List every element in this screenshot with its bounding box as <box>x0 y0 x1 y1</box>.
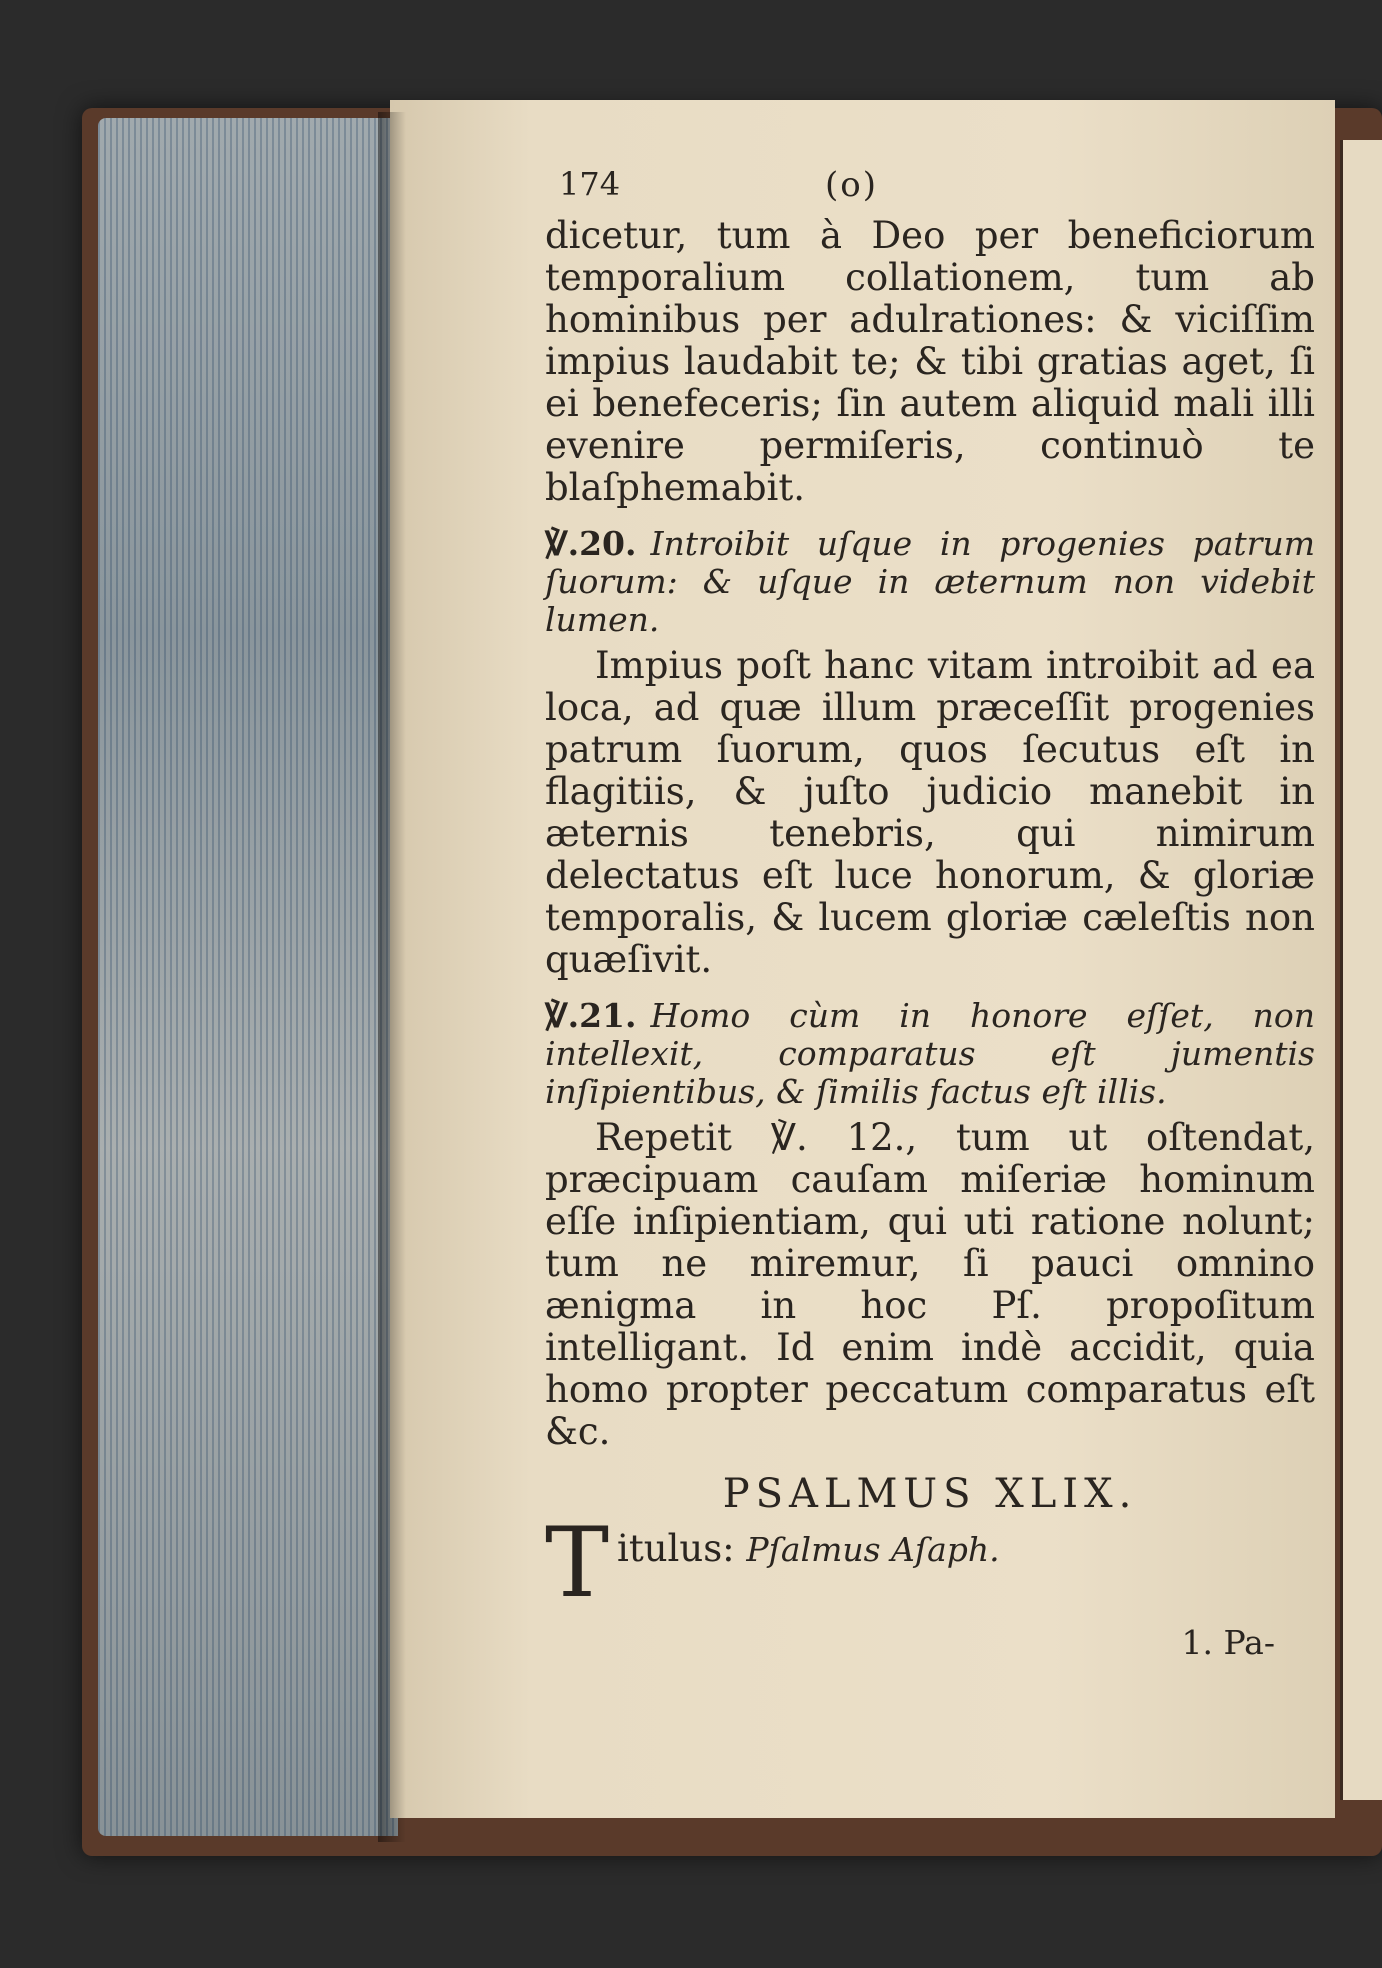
page-number: 174 <box>559 165 621 203</box>
running-header <box>545 165 1315 215</box>
verse-20-text: Introibit uſque in progenies patrum ſuorum: & uſque in æternum non videbit lumen. <box>545 524 1315 639</box>
verse-21 <box>545 997 1315 1111</box>
verse-21-ref: ℣.21. <box>545 996 637 1035</box>
title-label: itulus: <box>617 1527 735 1570</box>
psalm-title-text <box>617 1527 1000 1570</box>
verse-20-ref: ℣.20. <box>545 524 637 563</box>
psalm-heading: PSALMUS XLIX. <box>722 1471 1138 1517</box>
paragraph-3: Repetit ℣. 12., tum ut oſtendat, præcipuam cauſam miſeriæ hominum eſſe inſipientiam, qui uti ratione nolunt; tum ne miremur, ſi pauci omnino ænigma in hoc Pſ. propoſitum intelligant. Id enim indè accidit, quia homo propter peccatum comparatus eſt &c. <box>545 1116 1315 1453</box>
paragraph-1: dicetur, tum à Deo per beneficiorum temporalium collationem, tum ab hominibus per adulrationes: & viciſſim impius laudabit te; & tibi gratias aget, ſi ei benefeceris; ſin autem aliquid mali illi evenire permiſeris, continuò te blaſphemabit. <box>545 214 1315 509</box>
gutter-shadow <box>378 112 406 1842</box>
page-text <box>545 165 1315 1662</box>
drop-cap: T <box>545 1507 610 1619</box>
paragraph-2: Impius poſt hanc vitam introibit ad ea loca, ad quæ illum præceſſit progenies patrum ſuorum, quos ſecutus eſt in flagitiis, & juſto judicio manebit in æternis tenebris, qui nimirum delectatus eſt luce honorum, & gloriæ temporalis, & lucem gloriæ cæleſtis non quæſivit. <box>545 644 1315 981</box>
verse-21-text: Homo cùm in honore eſſet, non intellexit, comparatus eſt jumentis inſipientibus, & ſimilis factus eſt illis. <box>545 996 1315 1111</box>
psalm-title <box>545 1507 1315 1619</box>
header-ornament: (o) <box>825 165 878 205</box>
title-italic: Pſalmus Aſaph. <box>746 1530 1000 1569</box>
page-edges <box>98 118 398 1836</box>
verse-20 <box>545 525 1315 639</box>
facing-page-edge <box>1340 140 1382 1800</box>
catchword: 1. Pa- <box>1181 1623 1275 1662</box>
